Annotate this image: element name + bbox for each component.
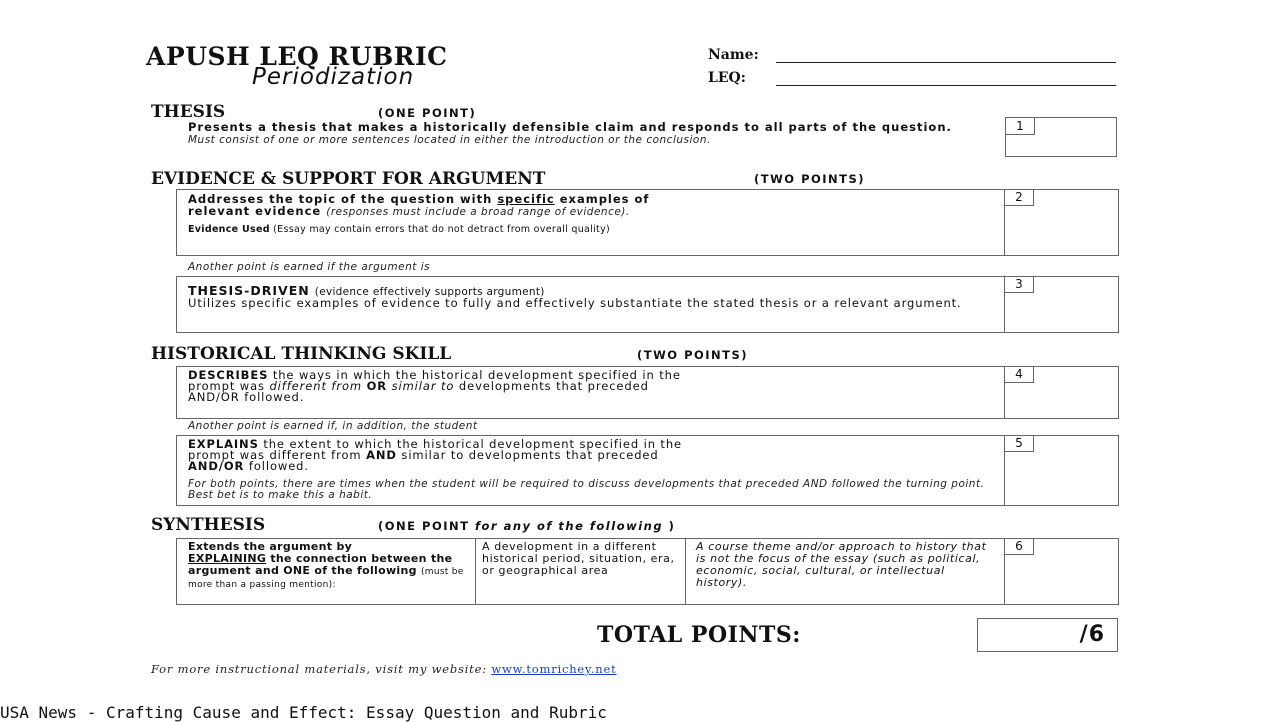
thesis-points: (ONE POINT): [378, 106, 477, 120]
explains-bold: EXPLAINS: [188, 437, 259, 451]
evidence-line2-bold: relevant evidence: [188, 204, 322, 218]
explains-line3: [188, 461, 998, 472]
synthesis-col1-c: the connection between the argument and ONE of the following: [188, 552, 453, 577]
synthesis-col1-b: EXPLAINING: [188, 552, 267, 565]
page-title: APUSH LEQ RUBRIC: [146, 42, 448, 71]
score-box-1[interactable]: [1005, 117, 1117, 157]
score-box-6[interactable]: [1005, 538, 1117, 578]
explains-note: For both points, there are times when the student will be required to discuss developments that preceded AND followed the turning point. Best bet is to make this a habit.: [188, 478, 985, 501]
score-box-3[interactable]: [1005, 276, 1117, 316]
total-box[interactable]: [977, 618, 1118, 652]
synthesis-heading: SYNTHESIS: [151, 515, 266, 535]
describes-line3: AND/OR followed.: [188, 390, 305, 404]
synthesis-points-a: (ONE POINT: [378, 519, 470, 533]
describes-text-2a: prompt was: [188, 379, 265, 393]
evidence-used: [188, 224, 998, 235]
evidence-used-text: (Essay may contain errors that do not detract from overall quality): [273, 224, 610, 235]
thesis-driven-body: Utilizes specific examples of evidence to fully and effectively substantiate the stated thesis or a relevant argument.: [188, 296, 962, 310]
synthesis-col3: A course theme and/or approach to history that is not the focus of the essay (such as political, economic, social, cultural, or intellectual history).: [696, 540, 987, 589]
divider: [475, 538, 476, 605]
explains-text-2a: prompt was different from: [188, 448, 362, 462]
describes-line2: [188, 381, 998, 392]
score-box-number: 5: [1005, 435, 1034, 452]
evidence-heading: EVIDENCE & SUPPORT FOR ARGUMENT: [151, 169, 546, 189]
thesis-heading: THESIS: [151, 102, 226, 122]
synthesis-points: [378, 519, 675, 533]
leq-field[interactable]: [776, 71, 1116, 86]
describes-text-2d: similar to: [391, 379, 455, 393]
skill-heading: HISTORICAL THINKING SKILL: [151, 344, 452, 364]
explains-text-1: the extent to which the historical development specified in the: [263, 437, 683, 451]
evidence-used-bold: Evidence Used: [188, 224, 270, 235]
synthesis-col1-d: (must be more than a passing mention):: [188, 567, 464, 590]
evidence-another: Another point is earned if the argument is: [188, 261, 431, 273]
evidence-line1-underline: specific: [497, 192, 555, 206]
describes-bold: DESCRIBES: [188, 368, 269, 382]
score-box-5[interactable]: [1005, 435, 1117, 475]
synthesis-col1-a: Extends the argument by: [188, 540, 353, 553]
explains-line2: [188, 450, 998, 461]
thesis-driven-text: (evidence effectively supports argument): [314, 286, 545, 298]
score-box-number: 1: [1006, 118, 1035, 135]
evidence-line2-italic: (responses must include a broad range of evidence).: [326, 206, 630, 218]
score-box-2[interactable]: [1005, 189, 1117, 229]
score-box-number: 6: [1005, 538, 1034, 555]
skill-points: (TWO POINTS): [637, 348, 749, 362]
explains-text-3a: AND/OR: [188, 459, 245, 473]
evidence-line2: [188, 205, 998, 218]
explains-text-3b: followed.: [248, 459, 309, 473]
evidence-line1-post: examples of: [559, 192, 650, 206]
website-link[interactable]: www.tomrichey.net: [491, 662, 617, 676]
leq-label: LEQ:: [708, 70, 746, 86]
describes-text-2c: OR: [366, 379, 388, 393]
page-subtitle: Periodization: [252, 64, 415, 90]
video-caption: USA News - Crafting Cause and Effect: Essay Question and Rubric: [0, 703, 607, 722]
skill-another: Another point is earned if, in addition, the student: [188, 420, 478, 432]
thesis-text-italic: Must consist of one or more sentences located in either the introduction or the conclusion.: [188, 134, 711, 146]
total-label: TOTAL POINTS:: [597, 622, 801, 648]
name-field[interactable]: [776, 48, 1116, 63]
score-box-number: 2: [1005, 189, 1034, 206]
explains-text-2c: similar to developments that preceded: [401, 448, 659, 462]
score-box-number: 4: [1005, 366, 1034, 383]
evidence-points: (TWO POINTS): [754, 172, 866, 186]
thesis-text: [188, 121, 978, 146]
explains-text-2b: AND: [366, 448, 397, 462]
footer: [151, 662, 617, 676]
describes-text-2b: different from: [269, 379, 363, 393]
footer-text: For more instructional materials, visit my website:: [151, 662, 487, 676]
thesis-driven-bold: THESIS-DRIVEN: [188, 283, 310, 298]
synthesis-points-c: ): [668, 519, 676, 533]
divider: [685, 538, 686, 605]
synthesis-col2: A development in a different historical period, situation, era, or geographical area: [482, 540, 675, 577]
score-box-4[interactable]: [1005, 366, 1117, 406]
name-label: Name:: [708, 47, 759, 63]
total-value: /6: [1079, 622, 1105, 647]
synthesis-col1: [188, 541, 470, 591]
score-box-number: 3: [1005, 276, 1034, 293]
describes-text-1: the ways in which the historical development specified in the: [272, 368, 681, 382]
evidence-line1-pre: Addresses the topic of the question with: [188, 192, 493, 206]
thesis-text-bold: Presents a thesis that makes a historically defensible claim and responds to all parts of the question.: [188, 120, 952, 134]
describes-text-2e: developments that preceded: [458, 379, 649, 393]
synthesis-points-b: for any of the following: [474, 519, 664, 533]
